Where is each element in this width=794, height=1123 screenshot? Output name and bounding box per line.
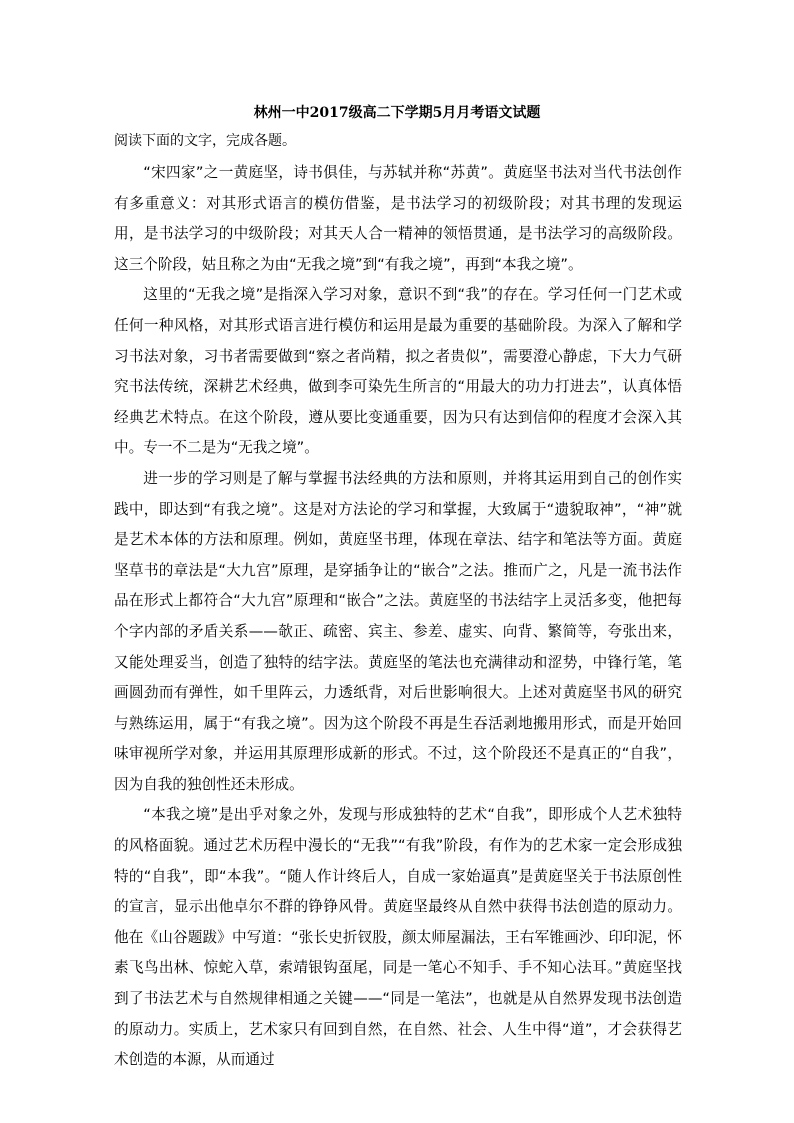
instruction-text: 阅读下面的文字，完成各题。 (114, 133, 296, 149)
article-body (114, 158, 682, 1076)
paragraph: “本我之境”是出乎对象之外，发现与形成独特的艺术“自我”，即形成个人艺术独特的风格面貌。通过艺术历程中漫长的“无我”“有我”阶段，有作为的艺术家一定会形成独特的“自我”，即“本我”。“随人作计终后人，自成一家始逼真”是黄庭坚关于书法原创性的宣言，显示出他卓尔不群的铮铮风骨。黄庭坚最终从自然中获得书法创造的原动力。他在《山谷题跋》中写道：“张长史折钗股，颜太师屋漏法，王右军锥画沙、印印泥，怀素飞鸟出林、惊蛇入草，索靖银钩虿尾，同是一笔心不知手、手不知心法耳。”黄庭坚找到了书法艺术与自然规律相通之关键——“同是一笔法”，也就是从自然界发现书法创造的原动力。实质上，艺术家只有回到自然，在自然、社会、人生中得“道”，才会获得艺术创造的本源，从而通过 (114, 806, 682, 1069)
paragraph: 进一步的学习则是了解与掌握书法经典的方法和原则，并将其运用到自己的创作实践中，即达到“有我之境”。这是对方法论的学习和掌握，大致属于“遗貌取神”，“神”就是艺术本体的方法和原理。例如，黄庭坚书理，体现在章法、结字和笔法等方面。黄庭坚草书的章法是“大九宫”原理，是穿插争让的“嵌合”之法。推而广之，凡是一流书法作品在形式上都符合“大九宫”原理和“嵌合”之法。黄庭坚的书法结字上灵活多变，他把每个字内部的矛盾关系——欹正、疏密、宾主、参差、虚实、向背、繁简等，夸张出来，又能处理妥当，创造了独特的结字法。黄庭坚的笔法也充满律动和涩势，中锋行笔，笔画圆劲而有弹性，如千里阵云，力透纸背，对后世影响很大。上述对黄庭坚书风的研究与熟练运用，属于“有我之境”。因为这个阶段不再是生吞活剥地搬用形式，而是开始回味审视所学对象，并运用其原理形成新的形式。不过，这个阶段还不是真正的“自我”，因为自我的独创性还未形成。 (114, 469, 682, 793)
paragraph: “宋四家”之一黄庭坚，诗书俱佳，与苏轼并称“苏黄”。黄庭坚书法对当代书法创作有多重意义：对其形式语言的模仿借鉴，是书法学习的初级阶段；对其书理的发现运用，是书法学习的中级阶段；对其天人合一精神的领悟贯通，是书法学习的高级阶段。这三个阶段，姑且称之为由“无我之境”到“有我之境”，再到“本我之境”。 (114, 164, 682, 273)
paragraph: 这里的“无我之境”是指深入学习对象，意识不到“我”的存在。学习任何一门艺术或任何一种风格，对其形式语言进行模仿和运用是最为重要的基础阶段。为深入了解和学习书法对象，习书者需要做到“察之者尚精，拟之者贵似”，需要澄心静虑，下大力气研究书法传统，深耕艺术经典，做到李可染先生所言的“用最大的功力打进去”，认真体悟经典艺术特点。在这个阶段，遵从要比变通重要，因为只有达到信仰的程度才会深入其中。专一不二是为“无我之境”。 (114, 286, 682, 457)
page-title: 林州一中2017级高二下学期5月月考语文试题 (253, 105, 541, 121)
